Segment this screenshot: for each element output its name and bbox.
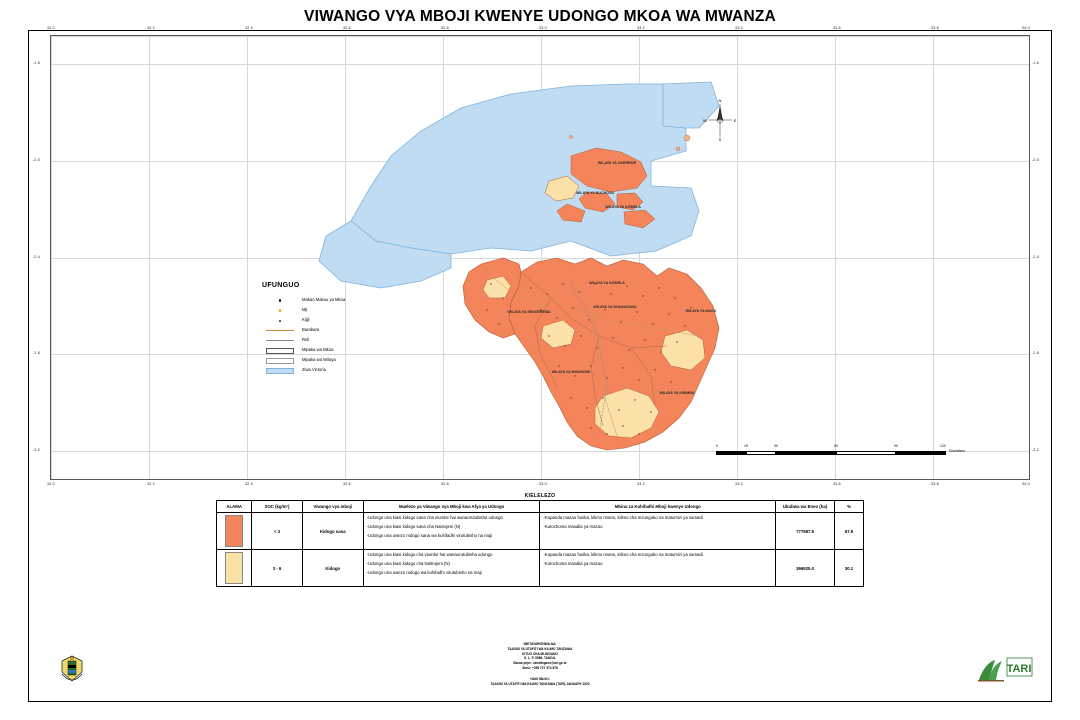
tari-logo-icon [975,652,1035,686]
coord-bottom-2: 32.4 [245,482,253,486]
scalebar-label-4: 90 [894,444,898,448]
prepared-line-0: TAASISI YA UTAFITI WA KILIMO TANZANIA [507,646,573,651]
copyright-label: HAKI MILIKI: [530,676,550,681]
tanzania-coat-of-arms-icon [55,652,89,686]
district-label-nyamagana: WILAYA YA NYAMAGANA [593,305,637,309]
coord-right-2: -2.4 [1032,255,1039,259]
prepared-line-2: S. L. P. 5088, TANGA. [524,656,556,661]
district-boundary-swatch-icon [262,358,298,364]
lake-victoria-polygon [319,82,719,288]
scalebar-label-1: 15 [744,444,748,448]
row1-mbinu-0: -Kupanda mazao funika, kilimo mseto, kilimo cha mzunguko na matumizi ya samadi [543,552,703,557]
coord-bottom-9: 33.8 [931,482,939,486]
district-label-kwimba: WILAYA YA KWIMBA [659,391,695,395]
coord-bottom-7: 33.4 [735,482,743,486]
th-soc: SOC (kg/m²) [252,501,302,513]
regional-capital-icon [262,299,298,301]
row1-mbinu-1: -Kutochoma masalia ya mazao [543,561,603,567]
th-viwango: Viwango vya mboji [302,501,363,513]
coord-bottom-1: 32.2 [147,482,155,486]
coord-right-4: -3.2 [1032,448,1039,452]
copyright-line: TAASISI YA UTAFITI WA KILIMO TANZANIA (TARI) JANUARY 2020 [490,681,590,686]
row1-soc: 3 - 6 [252,550,302,587]
row1-maelezo-2: -Udongo una uwezo mdogo wa kuhifadhi virutubisho na maji [366,570,482,576]
row0-eneo: 777587.5 [776,513,835,550]
coord-right-0: -1.6 [1032,61,1039,65]
coord-top-0: 32.0 [47,26,55,30]
row1-asilimia: 30.1 [835,550,864,587]
coord-top-8: 33.6 [833,26,841,30]
coord-top-9: 33.8 [931,26,939,30]
legend-item-village [262,316,380,326]
map-graphics [51,36,1030,480]
road-line-icon [262,330,298,331]
coord-top-5: 33.0 [539,26,547,30]
coord-left-4: -3.2 [33,448,40,452]
coord-bottom-10: 34.0 [1022,482,1030,486]
coord-left-0: -1.6 [33,61,40,65]
legend-label-1: Mji [302,307,308,313]
scalebar-label-0: 0 [716,444,718,448]
legend-item-town [262,306,380,316]
coord-top-7: 33.4 [735,26,743,30]
district-label-sengerema: WILAYA YA SENGEREMA [507,310,551,314]
th-alama: ALAMA [217,501,252,513]
coord-bottom-0: 32.0 [47,482,55,486]
prepared-by-label: IMETAYARISHWA NA: [523,642,557,646]
kielelezo-title: KIELELEZO [524,493,556,499]
th-eneo: Ukubwa wa Eneo (ha) [776,501,835,513]
coord-bottom-8: 33.6 [833,482,841,486]
map-canvas[interactable] [50,35,1030,480]
th-maelezo: Maelezo ya Viwango vya Mboji kwa Afya ya Udongo [363,501,540,513]
district-label-buchosa: WILAYA YA BUCHOSA [575,191,615,195]
prepared-line-1: KITUO CHA MLINGANO [522,651,558,656]
coord-top-3: 32.6 [343,26,351,30]
coord-right-1: -2.0 [1032,158,1039,162]
mwanza-region-polygon [463,258,719,450]
row0-soc: < 3 [252,513,302,550]
scalebar-label-2: 30 [774,444,778,448]
kielelezo-table [216,500,864,587]
coord-left-2: -2.4 [33,255,40,259]
compass-rose [700,95,740,145]
row1-maelezo-0: -Udongo una kiasi kidogo cha viumbe hai wanaorutubisha udongo [366,552,493,557]
th-asilimia: % [835,501,864,513]
legend-label-7: Ziwa Victoria [302,367,326,373]
table-row [217,513,864,550]
row0-kiwango: Kidogo sana [302,513,363,550]
region-boundary-swatch-icon [262,348,298,354]
row1-maelezo-1: -Udongo una kiasi kidogo cha Naitrojeni (N) [366,561,450,567]
row0-maelezo-1: -Udongo una kiasi kidogo sana cha Naitrojeni (N) [366,524,461,530]
legend-item-road [262,326,380,336]
legend-label-3: Barabara [302,327,320,333]
coord-bottom-5: 33.0 [539,482,547,486]
svg-text:N: N [718,98,722,103]
row1-kiwango: Kidogo [302,550,363,587]
map-credits [0,642,1080,692]
prepared-line-3: Barua pepe: ckwilingano@ari.go.tz [513,661,567,666]
svg-text:S: S [718,137,722,142]
row0-maelezo [363,513,540,550]
coord-right-3: -2.8 [1032,351,1039,355]
row0-color-swatch [217,513,252,550]
svg-text:E: E [733,118,737,123]
legend-label-5: Mipaka wa Mkoa [302,347,334,353]
row1-color-swatch [217,550,252,587]
legend-item-region-boundary [262,346,380,356]
coord-bottom-3: 32.6 [343,482,351,486]
legend-label-2: Kijiji [302,317,310,323]
legend-label-4: Reli [302,337,310,343]
district-label-ukerewe: WILAYA YA UKEREWE [597,161,637,165]
village-icon [262,320,298,322]
district-label-ilemela: WILAYA YA ILEMELA [589,281,625,285]
legend-title: UFUNGUO [262,282,300,289]
row0-mbinu-1: -Kutochoma masalia ya mazao [543,524,603,530]
page-title: VIWANGO VYA MBOJI KWENYE UDONGO MKOA WA MWANZA [304,8,776,25]
lake-swatch-icon [262,368,298,374]
scalebar-label-3: 60 [834,444,838,448]
prepared-line-4: Simu: +255 727 374 876 [522,665,558,670]
legend-label-0: Makao Makuu ya Mkoa [302,297,346,303]
legend-item-rail [262,336,380,346]
map-legend [262,282,380,376]
row1-maelezo [363,550,540,587]
row1-mbinu [540,550,776,587]
coord-bottom-4: 32.8 [441,482,449,486]
coord-top-2: 32.4 [245,26,253,30]
legend-item-district-boundary [262,356,380,366]
coord-bottom-6: 33.2 [637,482,645,486]
legend-label-6: Mipaka wa Wilaya [302,357,336,363]
row0-asilimia: 67.9 [835,513,864,550]
table-row [217,550,864,587]
th-mbinu: Mbinu za Kuhifadhi Mboji kwenye Udongo [540,501,776,513]
scalebar-label-5: 120 [940,444,946,448]
district-label-magu: WILAYA YA MAGU [685,309,717,313]
table-header-row [217,501,864,513]
row0-mbinu [540,513,776,550]
rail-line-icon [262,340,298,341]
coord-top-1: 32.2 [147,26,155,30]
legend-item-regional-capital [262,296,380,306]
scale-bar [716,444,966,456]
district-label-nyamagana-top: WILAYA YA ILEMELA [605,205,641,209]
town-icon [262,309,298,312]
coord-left-1: -2.0 [33,158,40,162]
row0-mbinu-0: -Kupanda mazao funika, kilimo mseto, kilimo cha mzunguko na matumizi ya samadi [543,515,703,520]
tari-logo-text: TARI [1006,663,1032,675]
row0-maelezo-2: -Udongo una uwezo mdogo sana wa kuhifadhi virutubisho na maji [366,533,493,539]
row0-maelezo-0: -Udongo una kiasi kidogo sana cha viumbe hai wanaorutubisha udongo [366,515,503,520]
coord-top-10: 34.0 [1022,26,1030,30]
district-label-misungwi: WILAYA YA MISUNGWI [551,370,591,374]
coord-left-3: -2.8 [33,351,40,355]
coord-top-4: 32.8 [441,26,449,30]
coord-top-6: 33.2 [637,26,645,30]
scalebar-unit: Kilometers [949,449,966,453]
legend-item-lake [262,366,380,376]
svg-text:W: W [703,118,707,123]
row1-eneo: 366925.0 [776,550,835,587]
